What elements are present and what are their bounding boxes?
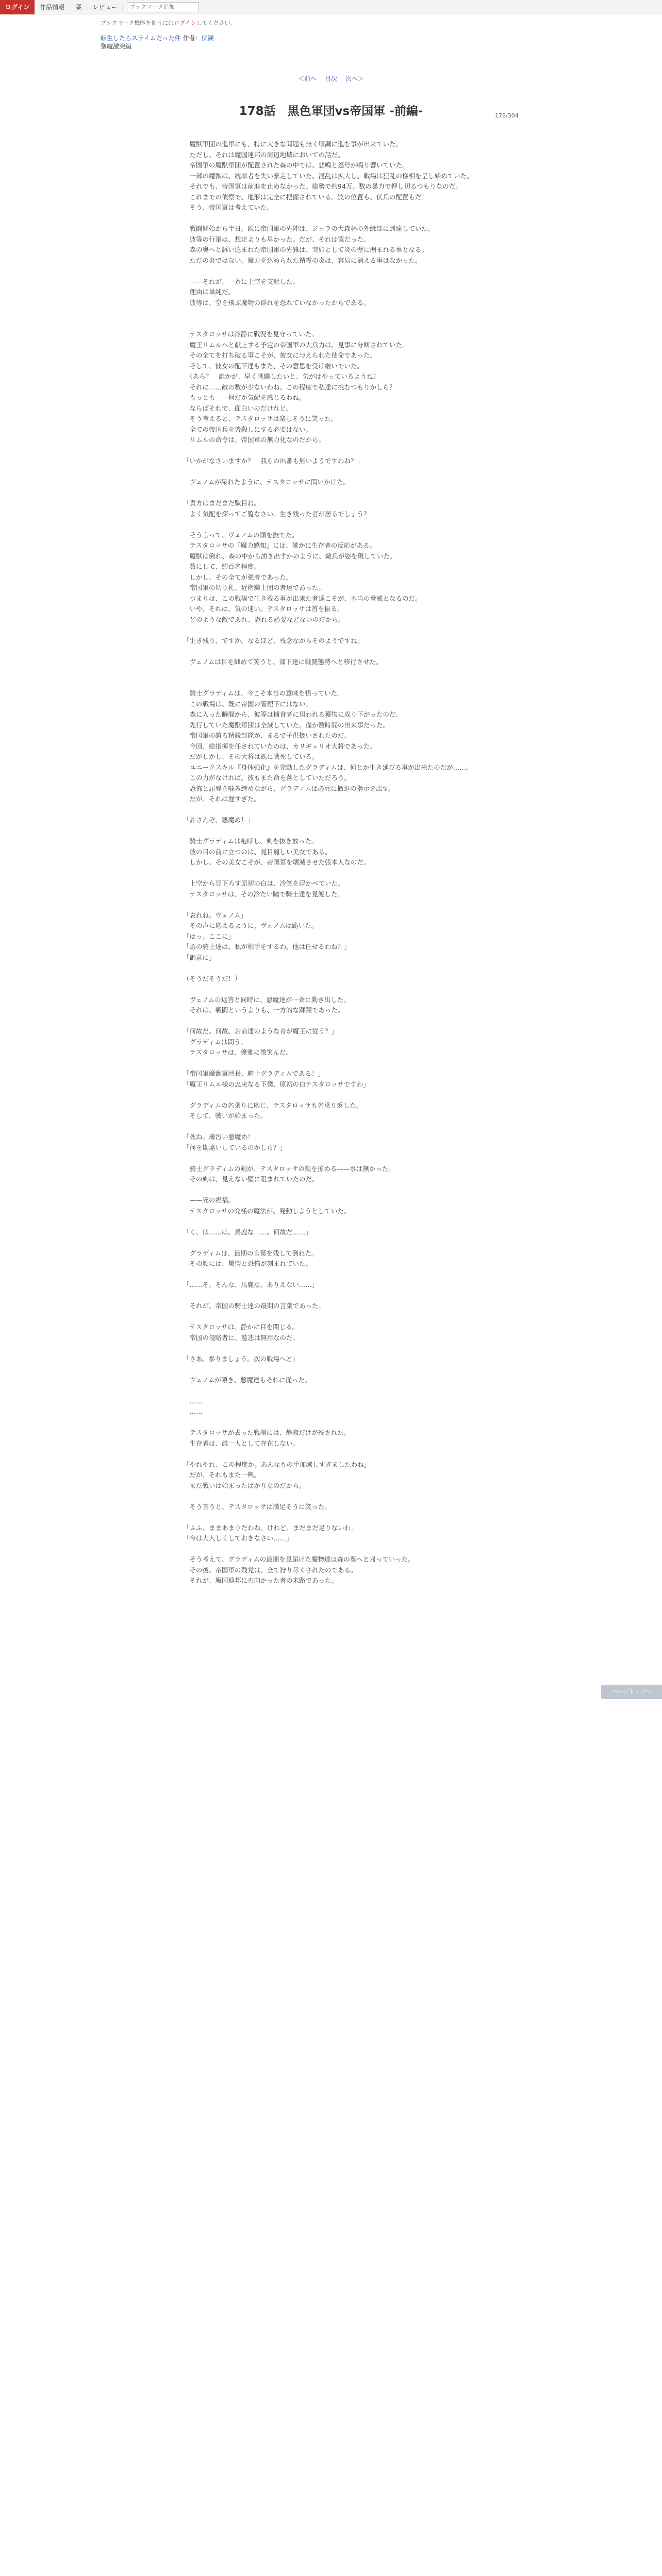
notice-login-link[interactable]: ログイン (174, 20, 196, 26)
notice-suffix: してください。 (196, 20, 236, 26)
body-paragraph: ヴェノムが呆れたように、テスタロッサに問いかけた。 (183, 478, 350, 486)
next-chapter-link[interactable]: 次へ＞ (345, 75, 364, 82)
body-paragraph (183, 1343, 503, 1354)
chapter-body (183, 139, 503, 1586)
body-paragraph: 「御意に」 (183, 953, 216, 961)
body-paragraph: そう考えると、テスタロッサは楽しそうに笑った。 (183, 415, 338, 422)
body-paragraph: その顔には、驚愕と恐怖が刻まれていた。 (183, 1260, 312, 1267)
body-paragraph: 「く、は……は。馬鹿な……。何故だ……」 (183, 1228, 312, 1236)
body-paragraph: その後、帝国軍の残党は、全て狩り尽くされたのである。 (183, 1566, 357, 1574)
body-paragraph: しかし、その全てが強者であった。 (183, 573, 293, 581)
body-paragraph: この力がなければ、彼もまた命を落としていただろう。 (183, 774, 351, 782)
body-paragraph: 全ての帝国兵を皆殺しにする必要はない。 (183, 425, 312, 433)
body-paragraph: その全てを打ち破る事こそが、彼女に与えられた使命であった。 (183, 351, 376, 359)
body-paragraph (183, 984, 503, 995)
body-paragraph: 「哀れね。ヴェノム」 (183, 911, 247, 919)
body-paragraph: 「はっ。ここに」 (183, 932, 235, 940)
bookmark-add-input[interactable] (127, 2, 199, 12)
body-paragraph: これまでの偵察で、地形は完全に把握されている。罠の位置も、伏兵の配置もだ。 (183, 193, 428, 201)
body-paragraph: そう、帝国軍は考えていた。 (183, 204, 274, 211)
chapter-title: 178話 黒色軍団vs帝国軍 -前編- (239, 105, 423, 118)
body-paragraph (183, 963, 503, 974)
body-paragraph: 先行していた魔獣軍団は全滅していた。僅か数時間の出来事だった。 (183, 721, 390, 729)
toc-link[interactable]: 目次 (324, 75, 337, 82)
body-paragraph: だが、それは遅すぎた。 (183, 795, 261, 803)
body-paragraph: その声に応えるように、ヴェノムは跪いた。 (183, 922, 318, 929)
works-link[interactable]: 作品情報 (35, 3, 70, 11)
body-paragraph: 「許さんぞ、悪魔め！」 (183, 816, 254, 824)
body-paragraph: 「死ね。薄汚い悪魔め！」 (183, 1133, 261, 1141)
body-paragraph: ユニークスキル『身体強化』を発動したグラディムは、何とか生き延びる事が出来たのだが……。 (183, 763, 473, 771)
body-paragraph (183, 1417, 503, 1428)
body-paragraph: 「魔王リムル様の忠実なる下僕、原初の白テスタロッサですわ」 (183, 1080, 370, 1088)
chapter-number: 178/304 (495, 112, 519, 119)
body-paragraph: しかし、その美女こそが、帝国軍を壊滅させた張本人なのだ。 (183, 858, 370, 866)
top-bar (0, 0, 662, 14)
body-paragraph (183, 1122, 503, 1132)
body-paragraph (183, 1449, 503, 1460)
body-paragraph (183, 1512, 503, 1523)
body-paragraph (183, 667, 503, 678)
body-paragraph: もっとも——何だか気配を感じるわね。 (183, 394, 306, 401)
body-paragraph: 騎士グラディムは、今こそ本当の意味を悟っていた。 (183, 689, 344, 697)
body-paragraph: 森の奥へと誘い込まれた帝国軍の先鋒は、突如として炎の壁に囲まれる事となる。 (183, 246, 428, 253)
body-paragraph: 一部の魔獣は、統率者を失い暴走していた。混乱は拡大し、戦場は狂乱の様相を呈し始めていた。 (183, 172, 473, 180)
body-paragraph: それが、帝国の騎士達の最期の言葉であった。 (183, 1302, 325, 1310)
body-paragraph: グラディムの名乗りに応じ、テスタロッサも名乗り返した。 (183, 1101, 363, 1109)
body-paragraph: まだ戦いは始まったばかりなのだから。 (183, 1481, 306, 1489)
body-paragraph: それに……敵の数が少ないわね。この程度で私達に挑むつもりかしら？ (183, 383, 396, 391)
body-paragraph: ヴェノムが頷き、悪魔達もそれに従った。 (183, 1376, 311, 1384)
body-paragraph: だがしかし、その大将は既に戦死している。 (183, 753, 319, 760)
body-paragraph (183, 1153, 503, 1164)
body-paragraph: 数にして、約百名程度。 (183, 563, 260, 570)
body-paragraph: 魔獣軍団の進軍にも、特に大きな問題も無く順調に進む事が出来ていた。 (183, 140, 403, 148)
body-paragraph: ヴェノムの返答と同時に、悪魔達が一斉に動き出した。 (183, 995, 350, 1004)
body-paragraph: だが、それもまた一興。 (183, 1471, 261, 1479)
body-paragraph (183, 678, 503, 689)
body-paragraph: 「今は大人しくしておきなさい……」 (183, 1534, 293, 1542)
prev-chapter-link[interactable]: ＜前へ (298, 75, 317, 82)
author-link[interactable]: 伏瀬 (201, 35, 214, 42)
body-paragraph (183, 868, 503, 879)
body-paragraph: 帝国軍の魔獣軍団が配置された森の中では、悲鳴と怒号が鳴り響いていた。 (183, 161, 409, 169)
body-paragraph: 帝国の侵略者に、慈悲は無用なのだ。 (183, 1333, 300, 1342)
body-paragraph (183, 1016, 503, 1027)
body-paragraph: 魔獣は倒れ、森の中から湧き出すかのように、敵兵が姿を現していた。 (183, 552, 396, 560)
body-paragraph: それが、魔国連邦に刃向かった者の末路であった。 (183, 1577, 338, 1584)
body-paragraph: ただの炎ではない。魔力を込められた精霊の炎は、容易に消える事はなかった。 (183, 256, 422, 264)
series-title-link[interactable]: 転生したらスライムだった件 (101, 35, 181, 42)
body-paragraph: （あら？ 誰かが、早く戦闘したいと、気がはやっているようね） (183, 372, 380, 380)
body-paragraph (183, 488, 503, 499)
body-paragraph: 生存者は、誰一人として存在しない。 (183, 1439, 300, 1447)
body-paragraph (183, 1216, 503, 1227)
body-paragraph: ならばそれで、面白いのだけれど。 (183, 404, 293, 412)
body-paragraph: 「……そ、そんな、馬鹿な。ありえない……」 (183, 1281, 319, 1289)
body-paragraph: ——死の祝福。 (183, 1196, 235, 1204)
body-paragraph: グラディムは、最期の言葉を残して倒れた。 (183, 1249, 318, 1257)
body-paragraph (183, 1364, 503, 1375)
body-paragraph: それは、戦闘というよりも、一方的な蹂躙であった。 (183, 1006, 344, 1014)
body-paragraph: 「さあ、参りましょう。次の戦場へと」 (183, 1354, 299, 1363)
login-button[interactable]: ログイン (0, 0, 35, 14)
body-paragraph: …… (183, 1408, 203, 1415)
body-paragraph: テスタロッサの『魔力感知』には、確かに生存者の反応がある。 (183, 541, 376, 549)
body-paragraph: テスタロッサは、静かに目を閉じる。 (183, 1323, 299, 1331)
body-paragraph: ヴェノムは目を細めて笑うと、部下達に戦闘態勢へと移行させた。 (183, 657, 383, 666)
body-paragraph: 彼の目の前に立つのは、見目麗しい美女である。 (183, 848, 332, 856)
body-paragraph (183, 1491, 503, 1502)
chapter-pager (0, 74, 662, 83)
page-top-button[interactable]: ページトップへ (601, 1685, 662, 1699)
body-paragraph: この戦場は、既に帝国の管理下にはない。 (183, 700, 312, 708)
body-paragraph: …… (183, 1397, 203, 1405)
bookmarks-link[interactable]: 栞 (70, 3, 87, 11)
body-paragraph (183, 446, 503, 456)
body-paragraph: 彼等は、空を飛ぶ魔物の群れを恐れていなかったからである。 (183, 298, 370, 307)
body-paragraph: 「あの騎士達は、私が相手をするわ。他は任せるわね？」 (183, 943, 351, 951)
body-paragraph: 森に入った瞬間から、彼等は捕食者に狙われる獲物に成り下がったのだ。 (183, 710, 403, 718)
body-paragraph: テスタロッサは、優雅に微笑んだ。 (183, 1048, 292, 1056)
body-paragraph: 魔王リムルへと献上する予定の帝国軍の大兵力は、見事に分断されていた。 (183, 341, 409, 349)
body-paragraph (183, 308, 503, 319)
body-paragraph (183, 1312, 503, 1323)
body-paragraph: テスタロッサの究極の魔法が、発動しようとしていた。 (183, 1207, 351, 1215)
login-notice (0, 14, 662, 27)
body-paragraph (183, 1058, 503, 1069)
body-paragraph: グラディムは問う。 (183, 1038, 247, 1046)
body-paragraph: それでも、帝国軍は前進を止めなかった。総勢で約94万。数の暴力で押し切るつもりなのだ。 (183, 182, 462, 190)
body-paragraph: つまりは、この戦場で生き残る事が出来た者達こそが、本当の脅威となるのだ。 (183, 594, 422, 602)
body-paragraph (183, 1090, 503, 1100)
body-paragraph (183, 213, 503, 224)
body-paragraph: よく気配を探ってご覧なさい。生き残った者が居るでしょう？」 (183, 510, 376, 518)
body-paragraph: どのような敵であれ、恐れる必要などないのだから。 (183, 615, 345, 623)
body-paragraph: 「やれやれ、この程度か。あんなもの手加減しすぎましたわね」 (183, 1460, 371, 1468)
body-paragraph: その剣は、見えない壁に阻まれていたのだ。 (183, 1175, 319, 1183)
body-paragraph: 恐怖と屈辱を噛み締めながら、グラディムは必死に撤退の指示を出す。 (183, 784, 395, 792)
body-paragraph: そして、戦いが始まった。 (183, 1112, 267, 1120)
body-paragraph: 「ふふ、ままあまりだわね。けれど、まだまだ足りないわ」 (183, 1523, 357, 1532)
body-paragraph (183, 1544, 503, 1555)
body-paragraph (183, 1238, 503, 1248)
body-paragraph: 「何故だ。何故、お前達のような者が魔王に従う？」 (183, 1027, 338, 1035)
body-paragraph (183, 319, 503, 330)
series-info (0, 27, 662, 50)
body-paragraph: ——それが、一斉に上空を支配した。 (183, 277, 300, 285)
body-paragraph (183, 266, 503, 277)
body-paragraph: 上空から見下ろす原初の白は、冷笑を浮かべていた。 (183, 879, 344, 887)
body-paragraph: 「帝国軍魔獣軍団長、騎士グラディムである！」 (183, 1070, 325, 1077)
body-paragraph (183, 805, 503, 816)
body-paragraph: テスタロッサは冷静に戦況を見守っていた。 (183, 330, 318, 338)
body-paragraph: 騎士グラディムは咆哮し、剣を抜き放った。 (183, 837, 318, 845)
body-paragraph: 騎士グラディムの剣が、テスタロッサの頬を掠める——事は無かった。 (183, 1164, 395, 1173)
body-paragraph: テスタロッサが去った戦場には、静寂だけが残された。 (183, 1429, 351, 1436)
body-paragraph: 「貴方はまだまだ駄目ね。 (183, 499, 261, 507)
body-paragraph: そして、彼女の配下達もまた、その意思を受け継いでいた。 (183, 362, 363, 370)
body-paragraph (183, 900, 503, 910)
notice-prefix: ブックマーク機能を使うには (101, 20, 174, 26)
body-paragraph (183, 519, 503, 530)
body-paragraph: そう考えて、グラディムの最期を見届けた魔物達は森の奥へと帰っていった。 (183, 1555, 415, 1563)
body-paragraph: 理由は単純だ。 (183, 288, 235, 296)
body-paragraph: 戦闘開始から半日。既に帝国軍の先陣は、ジュラの大森林の外縁部に到達していた。 (183, 225, 435, 232)
body-paragraph (183, 1291, 503, 1301)
body-paragraph (183, 646, 503, 657)
body-paragraph (183, 1385, 503, 1396)
body-paragraph: そう言って、ヴェノムの頭を撫でた。 (183, 531, 299, 539)
body-paragraph (183, 625, 503, 636)
body-paragraph: （そうだそうだ！） (183, 974, 241, 982)
body-paragraph: 「生き残り、ですか。なるほど、残念ながらそのようですね」 (183, 636, 364, 645)
body-paragraph: 彼等の行軍は、想定よりも早かった。だが、それは罠だった。 (183, 235, 370, 243)
body-paragraph: 今回、総指揮を任されていたのは、カリギュリオ大将であった。 (183, 742, 376, 750)
body-paragraph: リムルの命令は、帝国軍の無力化なのだから。 (183, 436, 325, 444)
author-label: 作者： (183, 35, 202, 42)
body-paragraph (183, 1269, 503, 1280)
body-paragraph: 帝国軍の切り札、近衛騎士団の者達であった。 (183, 584, 325, 591)
body-paragraph: いや、それは、気の迷い。テスタロッサは首を振る。 (183, 605, 344, 613)
body-paragraph: 帝国軍の誇る精鋭部隊が、まるで子供扱いされたのだ。 (183, 732, 351, 739)
body-paragraph: テスタロッサは、その冷たい瞳で騎士達を見渡した。 (183, 890, 344, 898)
body-paragraph: ただし、それは魔国連邦の周辺地域においての話だ。 (183, 150, 344, 159)
body-paragraph (183, 1185, 503, 1196)
body-paragraph: 「何を勘違いしているのかしら？」 (183, 1143, 287, 1151)
reviews-link[interactable]: レビュー (87, 3, 123, 11)
body-paragraph (183, 826, 503, 837)
series-category: 聖魔激突編 (101, 43, 132, 50)
body-paragraph (183, 467, 503, 478)
body-paragraph: 「いかがなさいますか？ 我らの出番も無いようですわね？」 (183, 457, 364, 465)
body-paragraph: そう言うと、テスタロッサは満足そうに笑った。 (183, 1502, 331, 1511)
